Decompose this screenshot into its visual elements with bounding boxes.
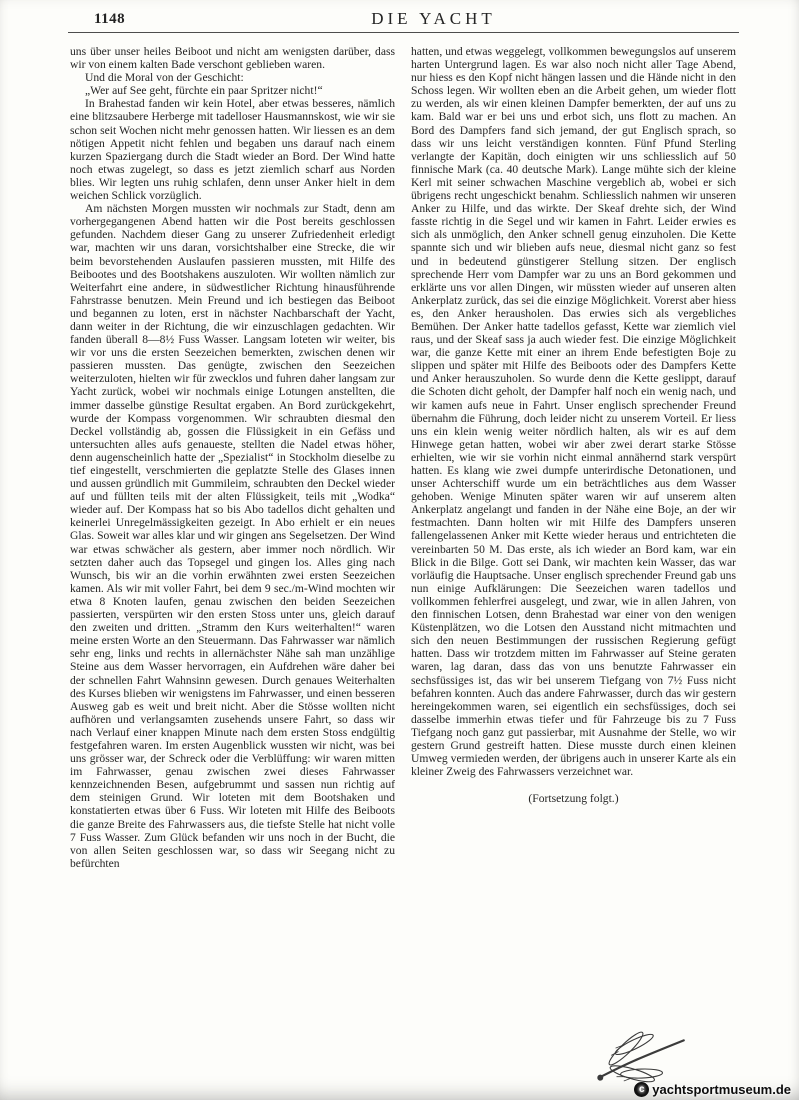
watermark-text: yachtsportmuseum.de: [652, 1082, 791, 1097]
paragraph: uns über unser heiles Beiboot und nicht am wenigsten darüber, dass wir von einem kalten Bade verschont geblieben waren.: [70, 45, 395, 72]
right-column-text: [411, 45, 736, 778]
paragraph: hatten, und etwas weggelegt, vollkommen bewegungslos auf unserem harten Untergrund lagen. Es war also noch nicht aller Tage Abend, nur hiess es den Kopf nicht hängen lassen und die Hände nicht in den Schoss legen. Wir wollten eben an die Arbeit gehen, um wieder flott zu werden, als wir einen kleinen Dampfer bemerkten, der auf uns zu kam. Bald war er bei uns und erbot sich, uns flott zu machen. An Bord des Dampfers fand sich jemand, der gut Englisch sprach, so dass wir uns leicht verständigen konnten. Fünf Pfund Sterling verlangte der Kapitän, doch einigten wir uns schliesslich auf 50 finnische Mark (ca. 40 deutsche Mark). Lange mühte sich der kleine Kerl mit seiner schwachen Maschine vergeblich ab, wobei er sich übrigens recht ungeschickt benahm. Schliesslich nahmen wir unseren Anker zu Hilfe, und das wirkte. Der Skeaf drehte sich, der Wind fasste richtig in die Segel und wir kamen in Fahrt. Leider erwies es sich als unmöglich, den Anker schnell genug einzuholen. Die Kette spannte sich und wir blieben aufs neue, diesmal nicht ganz so fest und in bedeutend günstigerer Stellung sitzen. Der englisch sprechende Herr vom Dampfer war zu uns an Bord gekommen und erklärte uns vor allen Dingen, wir müssten wieder auf unseren alten Ankerplatz zurück, das sei die einzige Möglichkeit. Vorerst aber hiess es, den Anker herausholen. Das erwies sich als vergebliches Bemühen. Der Anker hatte tadellos gefasst, Kette war ziemlich viel raus, und der Skeaf sass ja auch wieder fest. Die einzige Möglichkeit war, die ganze Kette mit einer an ihrem Ende befestigten Boje zu slippen und später mit Hilfe des Beiboots oder des Dampfers Kette und Anker herauszuholen. So wurde denn die Kette geslippt, darauf die Schoten dicht geholt, der Dampfer half noch ein wenig nach, und wir kamen aufs neue in Fahrt. Unser englisch sprechender Freund übernahm die Führung, doch leider nicht zu unserem Vorteil. Er liess uns ein klein wenig weiter nördlich halten, als wir es auf dem Hinwege getan hatten, wobei wir aber zwei derart starke Stösse erhielten, wie wir sie vorhin nicht einmal annähernd stark verspürt hatten. Es klang wie zwei dumpfe unterirdische Detonationen, und unser Achterschiff wurde um ein beträchtliches aus dem Wasser gehoben. Wenige Minuten später waren wir auf unserem alten Ankerplatz angelangt und fanden in der Nähe eine Boje, an der wir festmachten. Dann holten wir mit Hilfe des Dampfers unseren fallengelassenen Anker mit Kette wieder heraus und entrichteten die vereinbarten 50 M. Das erste, als ich wieder an Bord kam, war ein Blick in die Bilge. Gott sei Dank, wir machten kein Wasser, das war vorläufig die Hauptsache. Unser englisch sprechender Freund gab uns nun einige Aufklärungen: Die Seezeichen waren tadellos und vollkommen fehlerfrei ausgelegt, und zwar, wie in allen Jahren, von den finnischen Lotsen, denn Brahestad war einer von den wenigen Küstenplätzen, wo die Lotsen den Ausstand nicht mitmachten und sich den neuen Bestimmungen der russischen Regierung gefügt hatten. Dass wir trotzdem mitten im Fahrwasser auf Steine geraten waren, lag daran, dass das von uns benutzte Fahrwasser ein sechsfüssiges ist, das wir bei unserem Tiefgang von 7½ Fuss nicht befahren konnten. Auch das andere Fahrwasser, durch das wir gestern hereingekommen waren, sei eigentlich ein sechsfüssiges, doch sei dasselbe immerhin etwas tiefer und für Fahrzeuge bis zu 7 Fuss Tiefgang noch ganz gut passierbar, mit Ausnahme der Stelle, wo wir gestern Grund gestreift hatten. Diese musste durch einen kleinen Umweg vermieden werden, der übrigens auch in unserer Karte als ein kleiner Zweig des Fahrwassers verzeichnet war.: [411, 45, 736, 779]
right-column: [411, 45, 736, 870]
journal-title: DIE YACHT: [371, 9, 496, 28]
page-number: 1148: [94, 11, 126, 27]
text-columns: [70, 45, 737, 870]
left-column: [70, 45, 395, 870]
continuation-note: (Fortsetzung folgt.): [528, 792, 619, 806]
paragraph: „Wer auf See geht, fürchte ein paar Spritzer nicht!“: [85, 84, 323, 98]
watermark: [634, 1082, 791, 1097]
header-rule: [68, 32, 739, 33]
page-header: [70, 9, 737, 33]
paragraph: In Brahestad fanden wir kein Hotel, aber etwas besseres, nämlich eine blitzsaubere Herberge mit tadelloser Hausmannskost, wie wir sie schon seit Wochen nicht mehr genossen hatten. Wir liessen es an dem nötigen Appetit nicht fehlen und begaben uns darauf nach einem kurzen Spaziergang durch die Stadt wieder an Bord. Der Wind hatte noch etwas zugelegt, so dass es jetzt ziemlich scharf aus Norden blies. Wir legten uns ruhig schlafen, denn unser Anker hielt in dem weichen Schlick vorzüglich.: [70, 97, 395, 203]
dragonfly-icon: [583, 1030, 701, 1088]
paragraph: Am nächsten Morgen mussten wir nochmals zur Stadt, denn am vorhergegangenen Abend hatten wir die Post bereits geschlossen gefunden. Nachdem dieser Gang zu unserer Zufriedenheit erledigt war, machten wir uns daran, vorsichtshalber eine Strecke, die wir beim bevorstehenden Auslaufen passieren mussten, mit Hilfe des Beibootes und des Bootshakens auszuloten. Wir wollten nämlich zur Weiterfahrt eine andere, in südwestlicher Richtung hinausführende Fahrstrasse benutzen. Mein Freund und ich bestiegen das Beiboot und begannen zu loten, erst in nächster Nachbarschaft der Yacht, dann weiter in der Richtung, die wir einzuschlagen gedachten. Wir fanden überall 8—8½ Fuss Wasser. Langsam loteten wir weiter, bis wir vor uns die ersten Seezeichen bemerkten, zwischen denen wir passieren mussten. Das genügte, zwischen den Seezeichen weiterzuloten, hielten wir für zwecklos und fuhren daher langsam zur Yacht zurück, wobei wir nochmals einige Lotungen anstellten, die immer dasselbe günstige Resultat ergaben. An Bord zurückgekehrt, wurde der Kompass vorgenommen. Wir schraubten diesmal den Deckel vollständig ab, gossen die Flüssigkeit in ein Gefäss und untersuchten alles aufs genaueste, stellten die Nadel etwas höher, denn augenscheinlich hatte der „Spezialist“ in Stockholm dieselbe zu tief eingestellt, verschmierten die geplatzte Stelle des Glases innen und aussen gründlich mit Gummileim, schraubten den Deckel wieder auf und füllten teils mit der alten Flüssigkeit, teils mit „Wodka“ wieder auf. Der Kompass hat so bis Abo tadellos dicht gehalten und keinerlei Unregelmässigkeiten gezeigt. In Abo erhielt er ein neues Glas. Soweit war alles klar und wir gingen ans Segelsetzen. Der Wind war etwas schwächer als gestern, aber immer noch nördlich. Wir setzten daher auch das Topsegel und gingen los. Alles ging nach Wunsch, bis wir an die vorhin erwähnten zwei ersten Seezeichen kamen. Als wir mit voller Fahrt, bei dem 9 sec./m-Wind mochten wir etwa 8 Knoten laufen, genau zwischen den beiden Seezeichen passierten, verspürten wir den ersten Stoss unter uns, gleich darauf den zweiten und dritten. „Stramm den Kurs weiterhalten!“ waren meine ersten Worte an den Steuermann. Das Fahrwasser war nämlich sehr eng, links und rechts in allernächster Nähe sah man unzählige Steine aus dem Wasser hervorragen, ein Aufdrehen wäre daher bei der schnellen Fahrt Wahnsinn gewesen. Durch genaues Weiterhalten des Kurses blieben wir wenigstens im Fahrwasser, und einen besseren Ausweg gab es weit und breit nicht. Aber die Stösse wollten nicht aufhören und verlangsamten zusehends unsere Fahrt, so dass wir nach Verlauf einer knappen Minute nach dem ersten Stoss endgültig festgefahren waren. Im ersten Augenblick wussten wir nicht, was bei uns grösser war, der Schreck oder die Verblüffung: wir waren mitten im Fahrwasser, genau zwischen zwei dieses Fahrwasser kennzeichnenden Besen, aufgebrummt und sassen nun richtig auf dem steinigen Grund. Wir loteten mit dem Bootshaken und konstatierten etwas über 6 Fuss. Wir loteten mit Hilfe des Beiboots die ganze Breite des Fahrwassers aus, die tiefste Stelle hat nicht volle 7 Fuss Wasser. Zum Glück befanden wir uns noch in der Bucht, die von allen Seiten geschlossen war, so dass wir Seegang nicht zu befürchten: [70, 202, 395, 870]
copyright-icon: c: [634, 1082, 649, 1097]
paragraph: Und die Moral von der Geschicht:: [85, 71, 244, 85]
